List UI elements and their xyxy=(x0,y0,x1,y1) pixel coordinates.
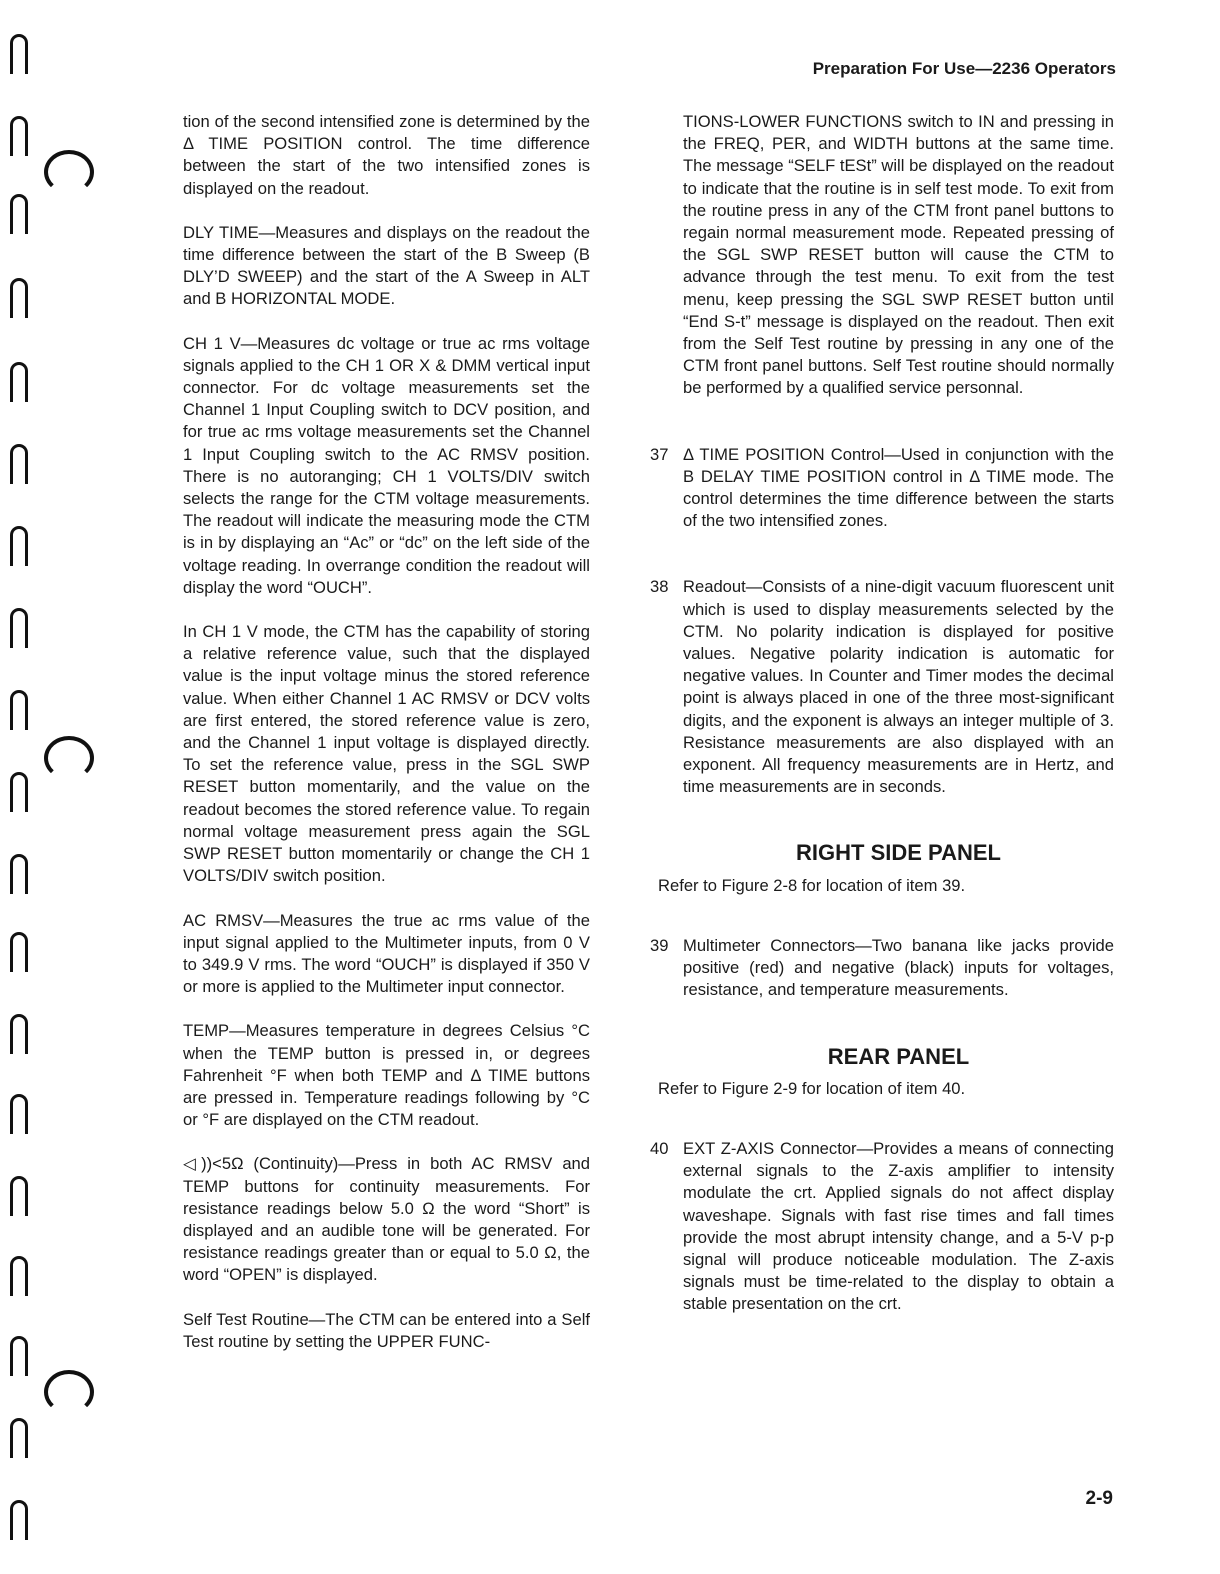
item-40 xyxy=(650,1138,1114,1316)
figure-reference: Refer to Figure 2-9 for location of item 40. xyxy=(658,1078,966,1098)
paragraph-delta-time-continuation: tion of the second intensified zone is determined by the Δ TIME POSITION control. The time difference between the start of the two intensified zones is displayed on the readout. xyxy=(183,112,590,198)
binder-ring-mark xyxy=(10,194,28,234)
item-text: Multimeter Connectors—Two banana like jacks provide positive (red) and negative (black) inputs for voltages, resistance, and temperature measurements. xyxy=(683,935,1114,1000)
paragraph-ac-rmsv: AC RMSV—Measures the true ac rms value of the input signal applied to the Multimeter inputs, from 0 V to 349.9 V rms. The word “OUCH” is displayed if 350 V or more is applied to the Multimeter input connector. xyxy=(183,910,590,997)
binder-ring-mark xyxy=(10,772,28,812)
item-text: Readout—Consists of a nine-digit vacuum fluorescent unit which is used to display measurements selected by the CTM. No polarity indication is displayed for positive values. Negative polarity indication is automatic for negative values. In Counter and Timer modes the decimal point is always placed in one of the three most-significant digits, and the exponent is always an integer multiple of 3. Resistance measurements are also displayed with an exponent. All frequency measurements are in Hertz, and time measurements are in seconds. xyxy=(683,577,1114,797)
binder-ring-mark xyxy=(10,278,28,318)
binder-ring-mark xyxy=(10,116,28,156)
binder-edge xyxy=(0,0,60,1574)
binder-ring-mark xyxy=(10,362,28,402)
binder-ring-mark xyxy=(10,690,28,730)
binder-ring-mark xyxy=(10,444,28,484)
binder-ring-mark xyxy=(10,1336,28,1376)
binder-ring-mark xyxy=(10,1418,28,1458)
figure-reference: Refer to Figure 2-8 for location of item 39. xyxy=(658,875,966,895)
paragraph-self-test: Self Test Routine—The CTM can be entered into a Self Test routine by setting the UPPER FUNC- xyxy=(183,1309,590,1351)
item-text: EXT Z-AXIS Connector—Provides a means of connecting external signals to the Z-axis amplifier to intensity modulate the crt. Applied signals do not affect display waveshape. Signals with fast rise times and fall times provide the most abrupt intensity change, and a 5-V p-p signal will produce noticeable modulation. The Z-axis signals must be time-related to the display to obtain a stable presentation on the crt. xyxy=(683,1138,1114,1314)
binder-ring-mark xyxy=(10,932,28,972)
item-38 xyxy=(650,576,1114,798)
section-heading-right-side-panel: RIGHT SIDE PANEL xyxy=(796,840,1001,866)
left-column xyxy=(183,111,590,1375)
item-39 xyxy=(650,935,1114,1002)
item-number: 39 xyxy=(650,935,669,955)
paragraph-ch1-v: CH 1 V—Measures dc voltage or true ac rms voltage signals applied to the CH 1 OR X & DMM vertical input connector. For dc voltage measurements set the Channel 1 Input Coupling switch to DCV position, and for true ac rms voltage measurements set the Channel 1 Input Coupling switch to the AC RMSV position. There is no autoranging; CH 1 VOLTS/DIV switch selects the range for the CTM voltage measurements. The readout will indicate the measuring mode the CTM is in by displaying an “Ac” or “dc” on the left side of the voltage reading. In overrange condition the readout will display the word “OUCH”. xyxy=(183,333,590,597)
binder-ring-mark xyxy=(10,608,28,648)
paragraph-ch1-v-reference: In CH 1 V mode, the CTM has the capability of storing a relative reference value, such that the displayed value is the input voltage minus the stored reference value. When either Channel 1 AC RMSV or DCV volts are first entered, the stored reference value is zero, and the Channel 1 input voltage is displayed directly. To set the reference value, press in the SGL SWP RESET button momentarily, and the value on the readout becomes the stored reference value. To regain normal voltage measurement press again the SGL SWP RESET button momentarily or change the CH 1 VOLTS/DIV switch position. xyxy=(183,622,590,886)
item-number: 38 xyxy=(650,577,669,597)
item-text: Δ TIME POSITION Control—Used in conjunction with the B DELAY TIME POSITION control in Δ TIME mode. The control determines the time difference between the starts of the two intensified zones. xyxy=(683,444,1114,531)
binder-ring-mark xyxy=(10,1176,28,1216)
paragraph-self-test-continuation: TIONS-LOWER FUNCTIONS switch to IN and pressing in the FREQ, PER, and WIDTH buttons at the same time. The message “SELF tESt” will be displayed on the readout to indicate that the routine is in self test mode. To exit from the routine press in any of the CTM front panel buttons to regain normal measurement mode. Repeated pressing of the SGL SWP RESET button will cause the CTM to advance through the test menu. To exit from the test menu, keep pressing the SGL SWP RESET button until “End S-t” message is displayed on the readout. Then exit from the Self Test routine by pressing in any one of the CTM front panel buttons. Self Test routine should normally be performed by a qualified service personnal. xyxy=(683,112,1114,398)
page-number: 2-9 xyxy=(1085,1488,1113,1509)
punch-hole xyxy=(44,736,94,780)
binder-ring-mark xyxy=(10,34,28,74)
paragraph-continuity: ◁))<5Ω (Continuity)—Press in both AC RMSV and TEMP buttons for continuity measurements. For resistance readings below 5.0 Ω the word “Short” is displayed and an audible tone will be generated. For resistance readings greater than or equal to 5.0 Ω, the word “OPEN” is displayed. xyxy=(183,1154,590,1285)
binder-ring-mark xyxy=(10,854,28,894)
paragraph-temp: TEMP—Measures temperature in degrees Celsius °C when the TEMP button is pressed in, or degrees Fahrenheit °F when both TEMP and Δ TIME buttons are pressed in. Temperature readings following by °C or °F are displayed on the CTM readout. xyxy=(183,1021,590,1130)
binder-ring-mark xyxy=(10,1094,28,1134)
punch-hole xyxy=(44,1370,94,1414)
binder-ring-mark xyxy=(10,526,28,566)
binder-ring-mark xyxy=(10,1256,28,1296)
item-37 xyxy=(650,444,1114,533)
running-header: Preparation For Use—2236 Operators xyxy=(812,59,1116,78)
item-number: 37 xyxy=(650,444,669,464)
paragraph-dly-time: DLY TIME—Measures and displays on the readout the time difference between the start of the B Sweep (B DLY’D SWEEP) and the start of the A Sweep in ALT and B HORIZONTAL MODE. xyxy=(183,222,590,309)
punch-hole xyxy=(44,150,94,194)
section-heading-rear-panel: REAR PANEL xyxy=(827,1043,970,1069)
binder-ring-mark xyxy=(10,1500,28,1540)
right-column xyxy=(650,111,1114,1316)
item-number: 40 xyxy=(650,1138,669,1158)
binder-ring-mark xyxy=(10,1014,28,1054)
